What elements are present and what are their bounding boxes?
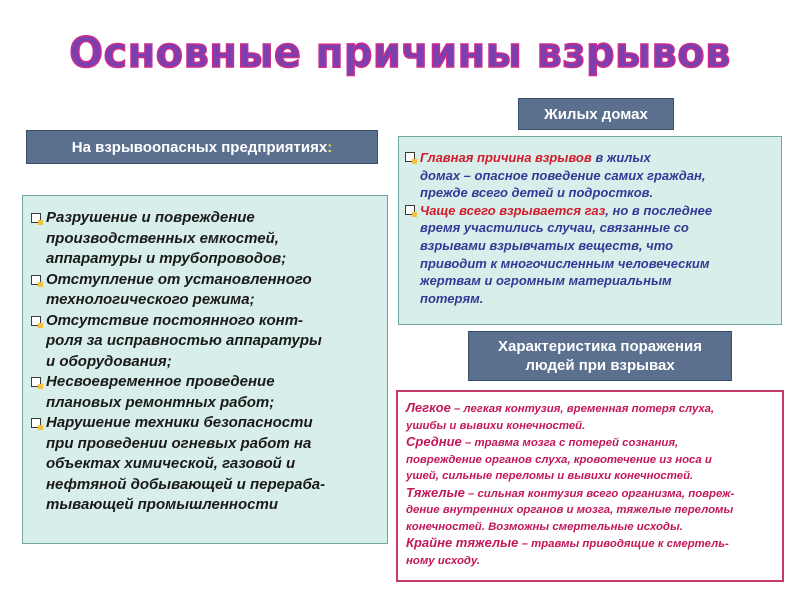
injury-severity-line: – легкая контузия, временная потеря слуха,	[450, 403, 715, 415]
enterprise-cause-line: тывающей промышленности	[46, 496, 278, 513]
page-title: Основные причины взрывов	[69, 28, 731, 77]
injury-characteristics-list	[406, 400, 774, 569]
injury-severity-entry	[406, 400, 774, 434]
checkbox-bullet-icon	[31, 418, 41, 428]
checkbox-bullet-icon	[405, 152, 415, 162]
enterprise-cause-line: и оборудования;	[46, 352, 172, 370]
injury-severity-term: Легкое	[406, 400, 451, 415]
enterprise-header-text: На взрывоопасных предприятиях	[71, 138, 328, 156]
homes-cause-line: приводит к многочисленным человеческим	[420, 255, 710, 271]
injury-severity-line: ушибы и вывихи конечностей.	[406, 419, 586, 432]
enterprise-cause-item	[29, 311, 377, 373]
homes-cause-item	[403, 149, 771, 202]
injury-severity-entry	[406, 434, 774, 485]
injury-severity-term: Крайне тяжелые	[406, 535, 519, 550]
enterprise-cause-item	[29, 208, 377, 270]
enterprise-cause-item	[29, 413, 377, 516]
checkbox-bullet-icon	[405, 205, 415, 215]
checkbox-bullet-icon	[31, 275, 41, 285]
checkbox-bullet-icon	[31, 316, 41, 326]
homes-cause-line: время участились случаи, связанные со	[420, 220, 689, 236]
enterprise-cause-item	[29, 270, 377, 311]
homes-cause-highlight: Главная причина взрывов	[420, 150, 592, 165]
homes-causes-panel	[398, 136, 782, 325]
homes-cause-text: в жилых	[591, 150, 651, 165]
enterprise-cause-line: роля за исправностью аппаратуры	[46, 332, 322, 349]
enterprise-cause-line: плановых ремонтных работ;	[46, 393, 275, 411]
injury-severity-entry	[406, 485, 774, 536]
enterprise-header-colon: :	[327, 138, 333, 156]
injury-severity-line: – травмы приводящие к смертель-	[518, 538, 729, 550]
enterprise-cause-line: Нарушение техники безопасности	[46, 414, 313, 431]
injury-severity-line: – сильная контузия всего организма, повреж-	[464, 487, 735, 500]
enterprise-header	[26, 130, 378, 164]
enterprise-causes-panel	[22, 195, 388, 544]
injury-severity-line: ушей, сильные переломы и вывихи конечностей.	[406, 470, 694, 482]
injury-severity-term: Тяжелые	[406, 484, 465, 500]
enterprise-cause-line: технологического режима;	[46, 291, 255, 308]
homes-header: Жилых домах	[518, 98, 674, 130]
characteristics-header-line: Характеристика поражения	[498, 338, 702, 355]
homes-cause-item	[403, 202, 771, 308]
characteristics-header-line: людей при взрывах	[525, 357, 675, 374]
injury-characteristics-panel	[396, 390, 784, 582]
enterprise-cause-line: Отступление от установленного	[46, 270, 312, 288]
injury-severity-line: дение внутренних органов и мозга, тяжелые переломы	[406, 504, 734, 516]
injury-severity-line: ному исходу.	[406, 554, 481, 567]
enterprise-cause-line: объектах химической, газовой и	[46, 455, 296, 472]
homes-cause-line: потерям.	[420, 290, 484, 306]
homes-cause-line: взрывами взрывчатых веществ, что	[420, 237, 674, 253]
enterprise-cause-line: нефтяной добывающей и перераба-	[46, 475, 326, 493]
characteristics-header	[468, 331, 732, 381]
checkbox-bullet-icon	[31, 377, 41, 387]
enterprise-cause-line: Отсутствие постоянного конт-	[46, 311, 304, 329]
enterprise-cause-line: производственных емкостей,	[46, 229, 279, 247]
homes-cause-line: домах – опасное поведение самих граждан,	[420, 167, 706, 183]
injury-severity-line: конечностей. Возможны смертельные исходы.	[406, 520, 683, 533]
homes-cause-line: жертвам и огромным материальным	[420, 273, 672, 289]
enterprise-cause-line: Разрушение и повреждение	[46, 209, 255, 226]
enterprise-cause-line: Несвоевременное проведение	[46, 373, 275, 390]
enterprise-cause-item	[29, 372, 377, 413]
enterprise-cause-line: аппаратуры и трубопроводов;	[46, 250, 287, 267]
injury-severity-entry	[406, 535, 774, 569]
enterprise-causes-list	[29, 208, 377, 516]
checkbox-bullet-icon	[31, 213, 41, 223]
injury-severity-term: Средние	[406, 434, 462, 449]
injury-severity-line: – травма мозга с потерей сознания,	[461, 437, 679, 449]
homes-cause-text: , но в последнее	[605, 202, 713, 218]
homes-cause-line: прежде всего детей и подростков.	[420, 185, 654, 201]
enterprise-cause-line: при проведении огневых работ на	[46, 434, 312, 452]
homes-cause-highlight: Чаще всего взрывается газ	[420, 202, 606, 218]
injury-severity-line: повреждение органов слуха, кровотечение из носа и	[406, 453, 712, 466]
